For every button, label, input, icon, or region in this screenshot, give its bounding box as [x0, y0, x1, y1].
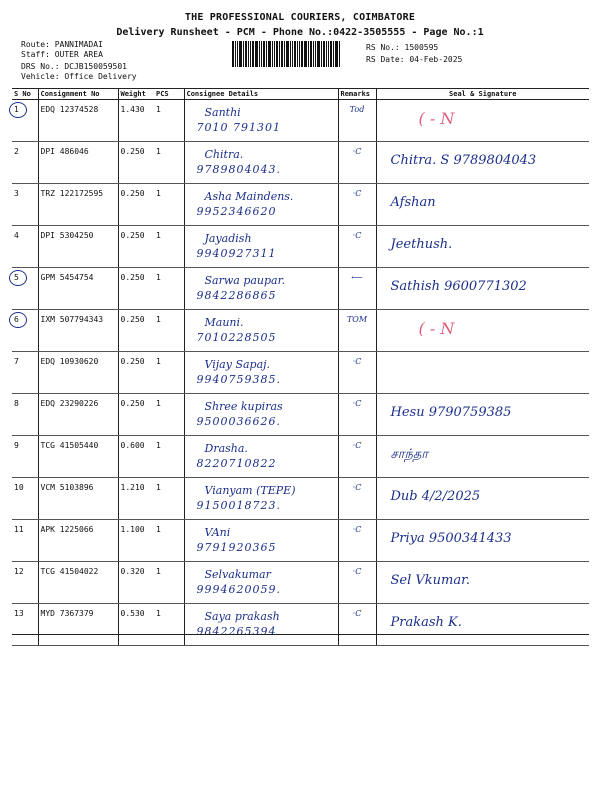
- barcode-bar: [279, 41, 280, 67]
- cell-remark: ·C: [338, 142, 376, 184]
- consignee-phone: 7010228505: [196, 331, 277, 344]
- sno-value: 10: [14, 483, 24, 492]
- cell-remark: ·C: [338, 478, 376, 520]
- table-header-row: [12, 89, 589, 100]
- cell-weight: 0.250: [118, 394, 154, 436]
- rs-date: RS Date: 04-Feb-2025: [366, 55, 463, 64]
- barcode-bar: [315, 41, 316, 67]
- consignee-name: Selvakumar: [204, 568, 271, 581]
- sno-value: 9: [14, 441, 19, 450]
- barcode-bar: [286, 41, 289, 67]
- barcode-bar: [261, 41, 262, 67]
- consignee-phone: 9952346620: [196, 205, 277, 218]
- signature: Prakash K.: [390, 615, 462, 630]
- barcode-bar: [299, 41, 300, 67]
- consignee-name: Mauni.: [204, 316, 244, 329]
- sno-value: 5: [14, 273, 19, 282]
- consignee-name: Asha Maindens.: [204, 190, 294, 203]
- cell-remark: ·C: [338, 520, 376, 562]
- table-row: [12, 100, 589, 142]
- consignee-phone: 9940759385.: [196, 373, 281, 386]
- barcode-bar: [335, 41, 338, 67]
- barcode-bar: [292, 41, 293, 67]
- barcode-bar: [321, 41, 322, 67]
- signature: Priya 9500341433: [390, 531, 512, 546]
- barcode-bar: [276, 41, 278, 67]
- cell-sno: [12, 268, 38, 310]
- barcode-bar: [243, 41, 244, 67]
- sno-value: 7: [14, 357, 19, 366]
- cell-consignment: EDQ 10930620: [38, 352, 118, 394]
- cell-signature: [376, 184, 589, 226]
- cell-pcs: 1: [154, 436, 184, 478]
- cell-remark: ·C: [338, 394, 376, 436]
- cell-consignment: EDQ 12374528: [38, 100, 118, 142]
- cell-weight: 0.530: [118, 604, 154, 646]
- cell-weight: 0.250: [118, 268, 154, 310]
- barcode-bar: [281, 41, 283, 67]
- col-weight: Weight: [118, 89, 154, 100]
- cell-weight: 0.250: [118, 310, 154, 352]
- sno-value: 1: [14, 105, 19, 114]
- cell-weight: 0.600: [118, 436, 154, 478]
- cell-pcs: 1: [154, 268, 184, 310]
- consignee-name: Drasha.: [204, 442, 248, 455]
- circle-mark: [9, 312, 27, 328]
- consignee-phone: 9791920365: [196, 541, 277, 554]
- cell-remark: ·C: [338, 562, 376, 604]
- signature: Sel Vkumar.: [390, 573, 471, 588]
- signature: சாந்தா: [390, 447, 429, 462]
- signature: Chitra. S 9789804043: [390, 153, 537, 168]
- signature: Hesu 9790759385: [390, 405, 512, 420]
- sno-value: 12: [14, 567, 24, 576]
- cell-consignment: APK 1225066: [38, 520, 118, 562]
- barcode-bar: [250, 41, 251, 67]
- cell-signature: [376, 436, 589, 478]
- cell-pcs: 1: [154, 100, 184, 142]
- col-remarks: Remarks: [338, 89, 376, 100]
- barcode-bar: [333, 41, 334, 67]
- cell-pcs: 1: [154, 520, 184, 562]
- cell-consignment: TCG 41504022: [38, 562, 118, 604]
- table-row: [12, 394, 589, 436]
- barcode-bar: [274, 41, 275, 67]
- cell-signature: [376, 142, 589, 184]
- signature: ( - N: [418, 319, 455, 336]
- consignee-phone: 8220710822: [196, 457, 277, 470]
- cell-remark: Tod: [338, 100, 376, 142]
- barcode-bar: [294, 41, 296, 67]
- cell-sno: [12, 562, 38, 604]
- cell-pcs: 1: [154, 226, 184, 268]
- barcode-bar: [232, 41, 234, 67]
- drs-label: DRS No.: DCJB150059501: [21, 62, 127, 71]
- barcode-bar: [317, 41, 320, 67]
- cell-pcs: 1: [154, 394, 184, 436]
- signature: [379, 357, 588, 363]
- cell-sno: [12, 394, 38, 436]
- rs-number: RS No.: 1500595: [366, 43, 439, 52]
- consignee-name: Saya prakash: [204, 610, 280, 623]
- cell-remark: TOM: [338, 310, 376, 352]
- sno-value: 2: [14, 147, 19, 156]
- table-row: [12, 310, 589, 352]
- cell-consignee: [184, 352, 338, 394]
- cell-weight: 0.250: [118, 142, 154, 184]
- cell-remark: ·C: [338, 184, 376, 226]
- route-label: Route: PANNIMADAI: [21, 40, 103, 49]
- cell-pcs: 1: [154, 352, 184, 394]
- barcode-bar: [245, 41, 247, 67]
- barcode-bar: [284, 41, 285, 67]
- barcode-bar: [301, 41, 303, 67]
- cell-consignee: [184, 478, 338, 520]
- consignee-phone: 9842286865: [196, 289, 277, 302]
- cell-consignee: [184, 100, 338, 142]
- consignee-name: Vianyam (TEPE): [204, 484, 296, 497]
- consignee-phone: 7010 791301: [196, 121, 281, 134]
- barcode-bar: [304, 41, 307, 67]
- cell-signature: [376, 478, 589, 520]
- cell-consignment: IXM 507794343: [38, 310, 118, 352]
- cell-weight: 0.250: [118, 226, 154, 268]
- consignee-name: Vijay Sapaj.: [204, 358, 271, 371]
- cell-sno: [12, 352, 38, 394]
- barcode-bar: [290, 41, 291, 67]
- col-seal: Seal & Signature: [376, 89, 589, 100]
- cell-consignment: DPI 5304250: [38, 226, 118, 268]
- barcode-bar: [330, 41, 332, 67]
- barcode-bar: [235, 41, 236, 67]
- cell-remark: ·C: [338, 226, 376, 268]
- consignee-name: Chitra.: [204, 148, 244, 161]
- cell-consignee: [184, 394, 338, 436]
- cell-pcs: 1: [154, 478, 184, 520]
- barcode-bar: [313, 41, 314, 67]
- col-consignee: Consignee Details: [184, 89, 338, 100]
- sno-value: 4: [14, 231, 19, 240]
- barcode-bar: [310, 41, 312, 67]
- cell-signature: [376, 310, 589, 352]
- signature: Sathish 9600771302: [390, 279, 527, 294]
- sno-value: 11: [14, 525, 24, 534]
- table-row: [12, 226, 589, 268]
- cell-consignee: [184, 184, 338, 226]
- consignee-name: Santhi: [204, 106, 241, 119]
- cell-sno: [12, 184, 38, 226]
- consignee-phone: 9500036626.: [196, 415, 281, 428]
- barcode-bar: [259, 41, 260, 67]
- cell-consignee: [184, 310, 338, 352]
- sno-value: 13: [14, 609, 24, 618]
- barcode-bar: [263, 41, 265, 67]
- table-row: [12, 478, 589, 520]
- barcode-bar: [326, 41, 327, 67]
- barcode-bar: [255, 41, 258, 67]
- cell-signature: [376, 562, 589, 604]
- barcode-bar: [272, 41, 273, 67]
- cell-consignee: [184, 520, 338, 562]
- consignee-phone: 9994620059.: [196, 583, 281, 596]
- cell-consignment: TCG 41505440: [38, 436, 118, 478]
- cell-signature: [376, 394, 589, 436]
- cell-signature: [376, 520, 589, 562]
- cell-signature: [376, 226, 589, 268]
- table-row: [12, 604, 589, 646]
- barcode-bar: [308, 41, 309, 67]
- cell-consignee: [184, 268, 338, 310]
- consignee-name: Sarwa paupar.: [204, 274, 286, 287]
- table-row: [12, 184, 589, 226]
- barcode-bar: [339, 41, 340, 67]
- consignee-phone: 9940927311: [196, 247, 277, 260]
- cell-sno: [12, 436, 38, 478]
- barcode-bar: [297, 41, 298, 67]
- consignee-name: VAni: [204, 526, 231, 539]
- cell-weight: 1.100: [118, 520, 154, 562]
- cell-weight: 0.250: [118, 352, 154, 394]
- sno-value: 6: [14, 315, 19, 324]
- table-row: [12, 436, 589, 478]
- cell-sno: [12, 100, 38, 142]
- cell-consignee: [184, 142, 338, 184]
- cell-pcs: 1: [154, 184, 184, 226]
- consignee-name: Shree kupiras: [204, 400, 283, 413]
- barcode-bar: [328, 41, 329, 67]
- cell-remark: ·C: [338, 436, 376, 478]
- vehicle-label: Vehicle: Office Delivery: [21, 72, 137, 81]
- barcode: [232, 41, 352, 67]
- cell-remark: ⟵: [338, 268, 376, 310]
- cell-pcs: 1: [154, 142, 184, 184]
- barcode-bar: [268, 41, 271, 67]
- table-row: [12, 268, 589, 310]
- cell-consignment: VCM 5103896: [38, 478, 118, 520]
- cell-sno: [12, 604, 38, 646]
- cell-consignment: DPI 486046: [38, 142, 118, 184]
- cell-pcs: 1: [154, 604, 184, 646]
- runsheet-subtitle: Delivery Runsheet - PCM - Phone No.:0422-3505555 - Page No.:1: [116, 27, 484, 38]
- barcode-bar: [248, 41, 249, 67]
- barcode-bar: [237, 41, 238, 67]
- barcode-bar: [239, 41, 242, 67]
- table-row: [12, 520, 589, 562]
- circle-mark: [9, 102, 27, 118]
- cell-consignment: EDQ 23290226: [38, 394, 118, 436]
- cell-consignment: GPM 5454754: [38, 268, 118, 310]
- signature: Jeethush.: [390, 237, 453, 252]
- signature: Afshan: [390, 195, 436, 210]
- cell-weight: 1.430: [118, 100, 154, 142]
- consignee-name: Jayadish: [204, 232, 252, 245]
- barcode-bar: [266, 41, 267, 67]
- signature: ( - N: [418, 109, 455, 126]
- col-consignment: Consignment No: [38, 89, 118, 100]
- sno-value: 8: [14, 399, 19, 408]
- circle-mark: [9, 270, 27, 286]
- table-row: [12, 562, 589, 604]
- cell-consignee: [184, 436, 338, 478]
- staff-label: Staff: OUTER AREA: [21, 50, 103, 59]
- table-row: [12, 142, 589, 184]
- barcode-bar: [252, 41, 254, 67]
- consignee-phone: 9842265394: [196, 625, 277, 638]
- table-row: [12, 352, 589, 394]
- cell-signature: [376, 100, 589, 142]
- cell-signature: [376, 268, 589, 310]
- cell-consignment: MYD 7367379: [38, 604, 118, 646]
- cell-consignment: TRZ 122172595: [38, 184, 118, 226]
- cell-consignee: [184, 604, 338, 646]
- cell-weight: 0.320: [118, 562, 154, 604]
- consignee-phone: 9789804043.: [196, 163, 281, 176]
- cell-sno: [12, 310, 38, 352]
- cell-pcs: 1: [154, 562, 184, 604]
- cell-sno: [12, 226, 38, 268]
- cell-weight: 1.210: [118, 478, 154, 520]
- cell-consignee: [184, 226, 338, 268]
- cell-sno: [12, 520, 38, 562]
- cell-remark: ·C: [338, 352, 376, 394]
- cell-weight: 0.250: [118, 184, 154, 226]
- cell-sno: [12, 142, 38, 184]
- col-sno: S No: [12, 89, 38, 100]
- sno-value: 3: [14, 189, 19, 198]
- signature: Dub 4/2/2025: [390, 489, 481, 504]
- barcode-bar: [323, 41, 325, 67]
- table-bottom-rule: [12, 634, 589, 635]
- cell-pcs: 1: [154, 310, 184, 352]
- company-title: THE PROFESSIONAL COURIERS, COIMBATORE: [184, 12, 416, 23]
- cell-signature: [376, 352, 589, 394]
- delivery-table: [12, 88, 589, 646]
- cell-consignee: [184, 562, 338, 604]
- cell-signature: [376, 604, 589, 646]
- col-pcs: PCS: [154, 89, 184, 100]
- consignee-phone: 9150018723.: [196, 499, 281, 512]
- cell-remark: ·C: [338, 604, 376, 646]
- cell-sno: [12, 478, 38, 520]
